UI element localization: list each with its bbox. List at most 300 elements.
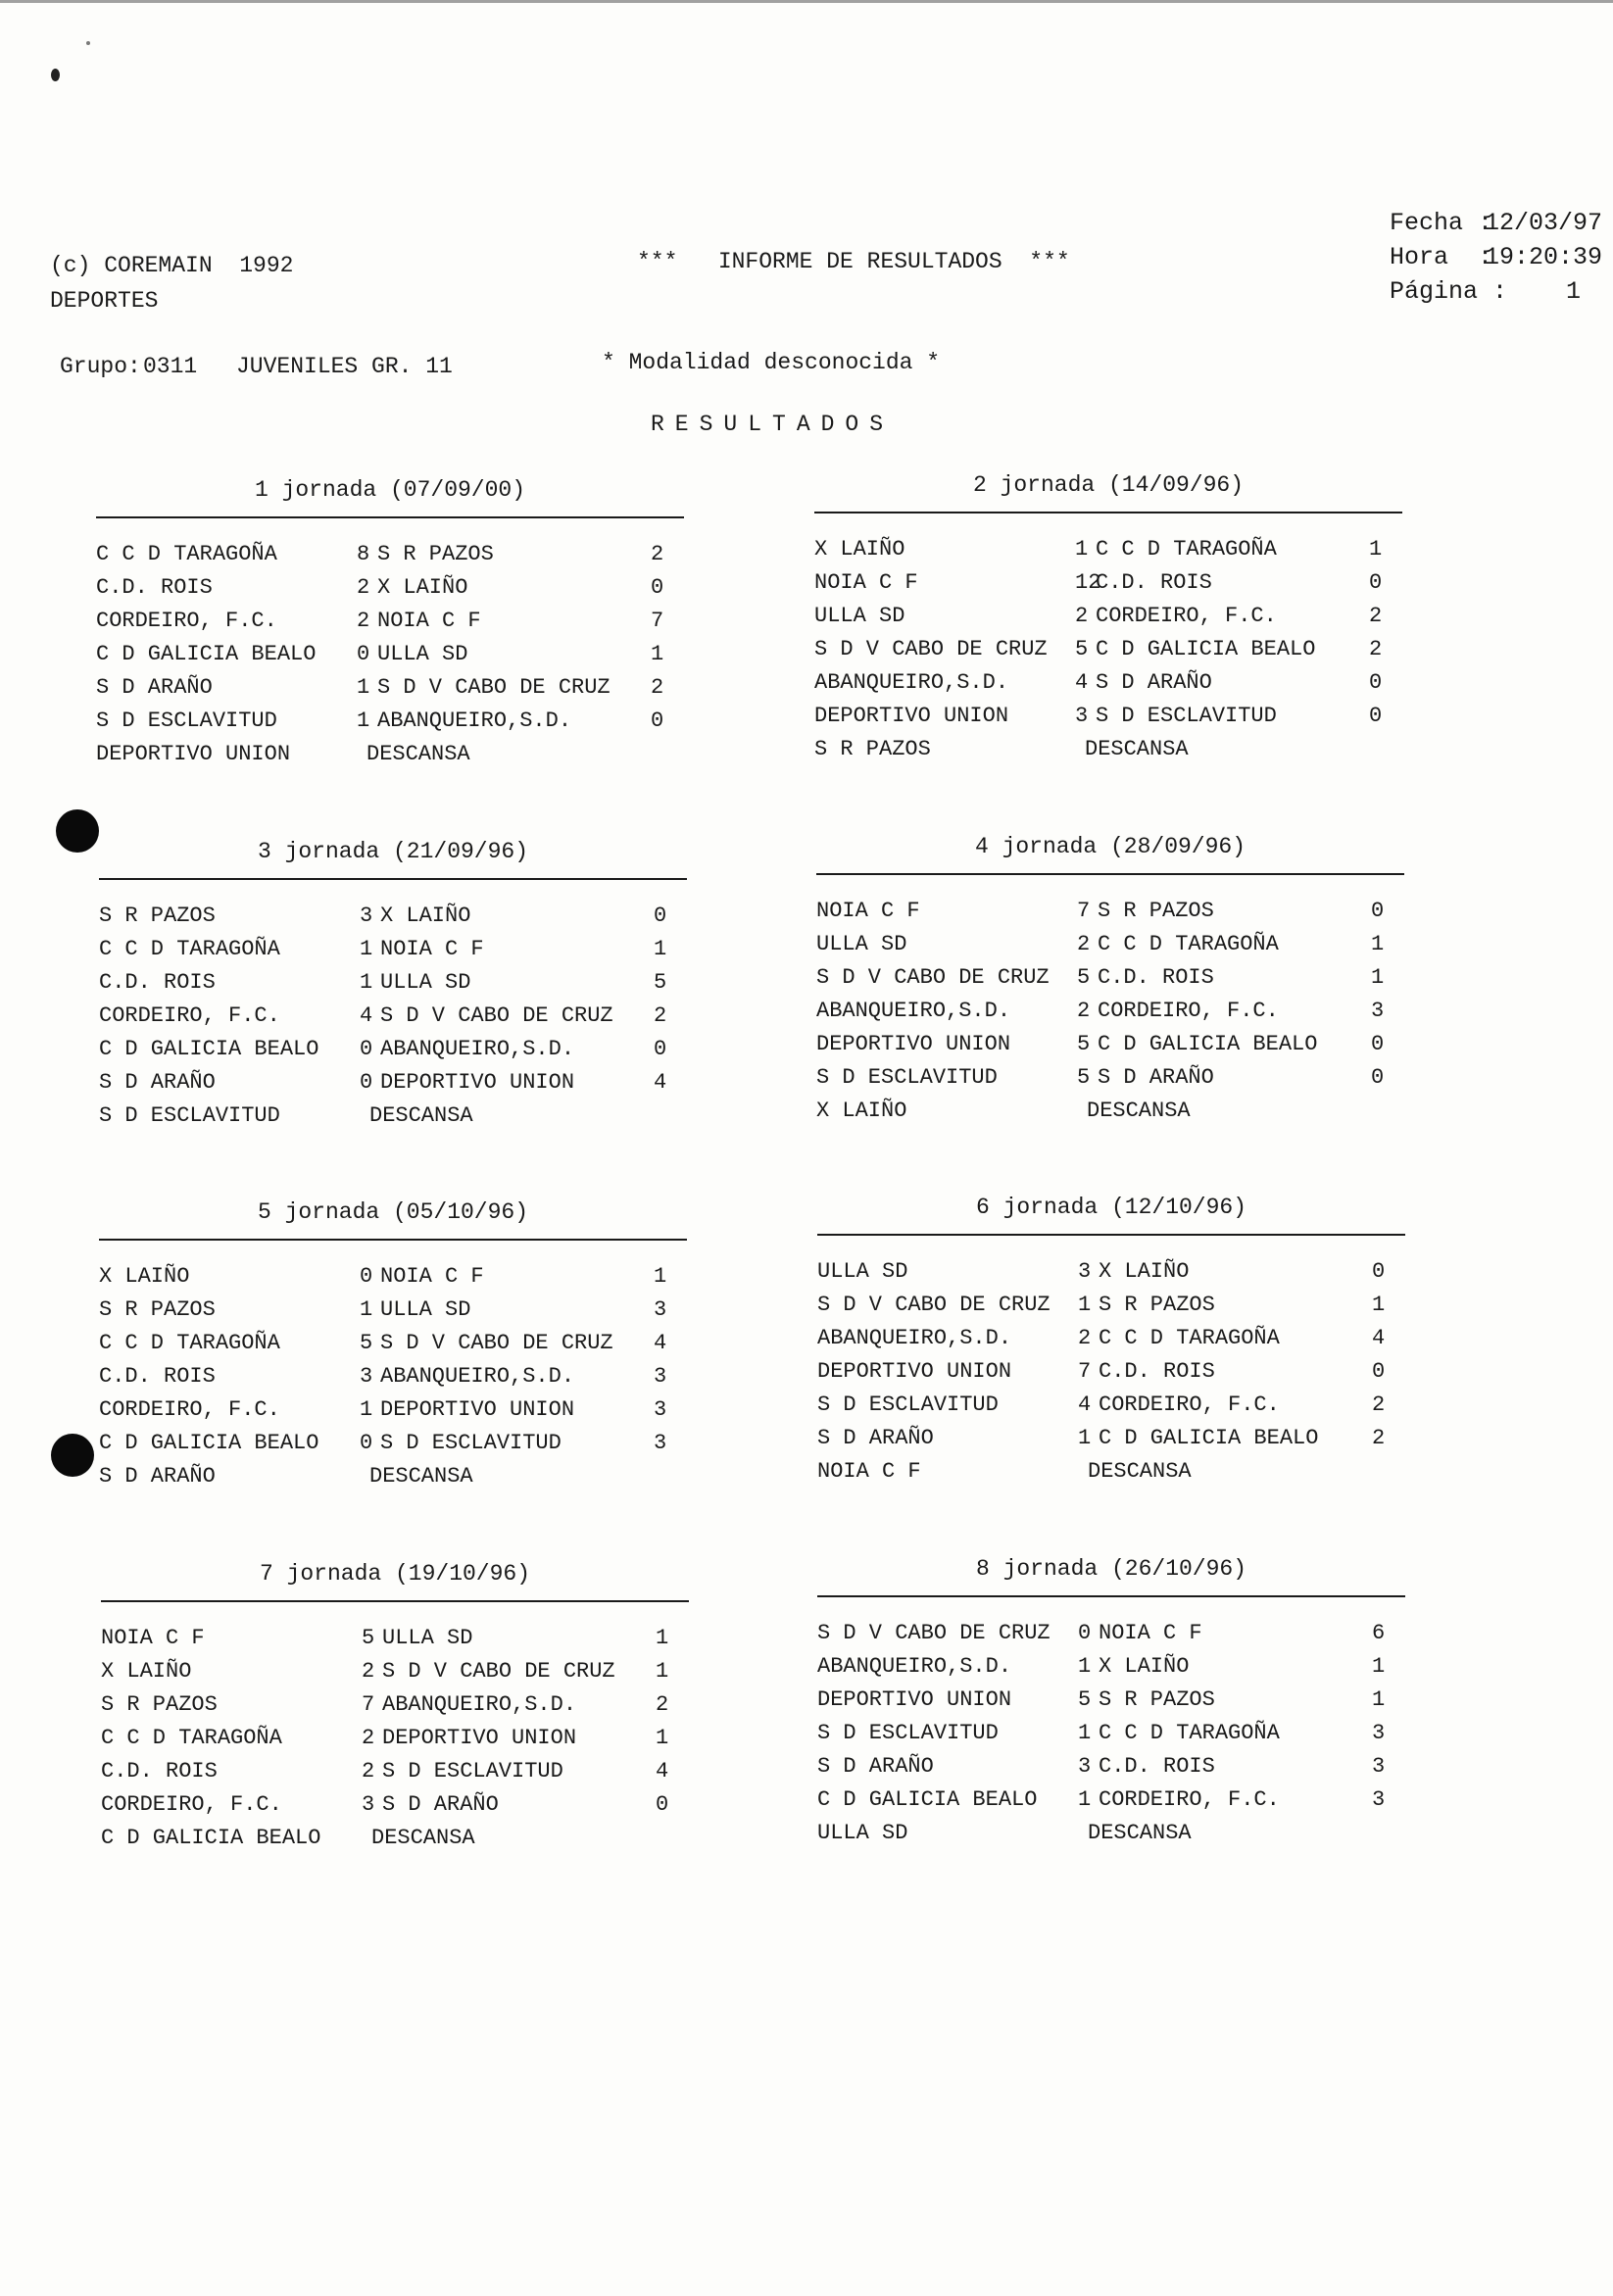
home-team: S D V CABO DE CRUZ (817, 1293, 1051, 1317)
home-team: X LAIÑO (101, 1659, 192, 1684)
rest-row (817, 1455, 1405, 1489)
group-label: Grupo: (60, 354, 141, 379)
home-team: C C D TARAGOÑA (99, 937, 280, 961)
match-row (96, 605, 684, 638)
match-row (817, 1322, 1405, 1355)
scan-speck (86, 41, 90, 45)
home-team: ABANQUEIRO,S.D. (816, 999, 1011, 1023)
rest-label: DESCANSA (369, 1464, 473, 1489)
copyright-line: (c) COREMAIN 1992 (50, 253, 294, 278)
away-goals: 0 (651, 708, 664, 733)
away-team: CORDEIRO, F.C. (1099, 1392, 1280, 1417)
away-goals: 1 (1371, 965, 1385, 990)
home-team: S D ARAÑO (96, 675, 213, 700)
away-team: C D GALICIA BEALO (1096, 637, 1316, 661)
home-team: C.D. ROIS (96, 575, 213, 600)
away-team: NOIA C F (377, 609, 481, 633)
match-list (816, 895, 1404, 1128)
away-team: S D ARAÑO (1096, 670, 1212, 695)
home-goals: 7 (362, 1692, 375, 1717)
home-team: C D GALICIA BEALO (99, 1431, 319, 1455)
match-row (814, 633, 1402, 666)
away-goals: 6 (1372, 1621, 1386, 1645)
home-goals: 1 (1078, 1721, 1092, 1745)
match-list (817, 1255, 1405, 1489)
home-team: X LAIÑO (814, 537, 905, 562)
home-goals: 3 (362, 1792, 375, 1817)
away-goals: 1 (1372, 1687, 1386, 1712)
away-team: ABANQUEIRO,S.D. (380, 1364, 575, 1389)
rest-label: DESCANSA (1087, 1099, 1191, 1123)
away-goals: 3 (654, 1397, 667, 1422)
away-goals: 4 (1372, 1326, 1386, 1350)
away-goals: 0 (654, 904, 667, 928)
away-team: DEPORTIVO UNION (382, 1726, 577, 1750)
resting-team: ULLA SD (817, 1821, 908, 1845)
away-team: S D V CABO DE CRUZ (380, 1003, 613, 1028)
home-team: ULLA SD (816, 932, 907, 956)
jornada-rule (816, 873, 1404, 875)
match-row (814, 700, 1402, 733)
jornada-title: 6 jornada (12/10/96) (975, 1195, 1247, 1220)
match-row (101, 1688, 689, 1722)
rest-row (96, 738, 684, 771)
resting-team: S D ESCLAVITUD (99, 1103, 280, 1128)
match-row (99, 900, 687, 933)
match-row (814, 600, 1402, 633)
away-goals: 3 (1372, 1754, 1386, 1779)
away-goals: 3 (654, 1431, 667, 1455)
match-list (814, 533, 1402, 766)
rest-label: DESCANSA (369, 1103, 473, 1128)
match-row (99, 933, 687, 966)
home-team: CORDEIRO, F.C. (99, 1397, 280, 1422)
home-team: ABANQUEIRO,S.D. (814, 670, 1009, 695)
match-list (99, 900, 687, 1133)
match-row (99, 1066, 687, 1099)
home-team: CORDEIRO, F.C. (101, 1792, 282, 1817)
home-goals: 5 (1078, 1687, 1092, 1712)
resting-team: S R PAZOS (814, 737, 931, 761)
home-goals: 1 (1078, 1293, 1092, 1317)
home-goals: 2 (1075, 604, 1089, 628)
away-team: NOIA C F (1099, 1621, 1202, 1645)
away-goals: 0 (1369, 570, 1383, 595)
pagina-value: 1 (1566, 277, 1582, 306)
away-team: CORDEIRO, F.C. (1098, 999, 1279, 1023)
away-team: X LAIÑO (377, 575, 468, 600)
home-goals: 8 (357, 542, 370, 566)
home-goals: 2 (1077, 932, 1091, 956)
modality: * Modalidad desconocida * (602, 350, 941, 375)
home-goals: 3 (1078, 1754, 1092, 1779)
rest-row (99, 1460, 687, 1493)
jornada-title: 2 jornada (14/09/96) (972, 472, 1245, 498)
match-row (817, 1289, 1405, 1322)
jornada-rule (99, 878, 687, 880)
away-goals: 3 (1371, 999, 1385, 1023)
rest-label: DESCANSA (1088, 1821, 1192, 1845)
away-goals: 0 (1371, 899, 1385, 923)
match-row (816, 995, 1404, 1028)
home-team: S D ARAÑO (817, 1426, 934, 1450)
home-goals: 4 (360, 1003, 373, 1028)
away-team: ULLA SD (380, 1297, 471, 1322)
fecha-value: 12/03/97 (1485, 209, 1603, 237)
away-goals: 1 (1371, 932, 1385, 956)
rest-row (814, 733, 1402, 766)
away-goals: 0 (1372, 1259, 1386, 1284)
match-row (101, 1722, 689, 1755)
match-row (816, 895, 1404, 928)
home-goals: 1 (1078, 1654, 1092, 1679)
rest-label: DESCANSA (1088, 1459, 1192, 1484)
match-row (96, 638, 684, 671)
jornada-title: 8 jornada (26/10/96) (975, 1556, 1247, 1582)
hora-label: Hora : (1390, 243, 1493, 271)
home-team: C D GALICIA BEALO (99, 1037, 319, 1061)
away-goals: 0 (1369, 704, 1383, 728)
home-team: S D ARAÑO (817, 1754, 934, 1779)
home-goals: 0 (1078, 1621, 1092, 1645)
home-goals: 5 (1077, 965, 1091, 990)
away-team: C C D TARAGOÑA (1099, 1326, 1280, 1350)
home-goals: 2 (1077, 999, 1091, 1023)
away-goals: 0 (654, 1037, 667, 1061)
match-row (96, 705, 684, 738)
home-goals: 2 (357, 575, 370, 600)
away-goals: 3 (1372, 1787, 1386, 1812)
match-row (814, 533, 1402, 566)
jornada-title: 1 jornada (07/09/00) (254, 477, 526, 503)
home-team: X LAIÑO (99, 1264, 190, 1289)
home-team: C.D. ROIS (99, 1364, 216, 1389)
jornada-rule (814, 512, 1402, 513)
home-goals: 0 (360, 1431, 373, 1455)
fecha-label: Fecha : (1390, 209, 1493, 237)
match-row (99, 1294, 687, 1327)
away-goals: 2 (656, 1692, 669, 1717)
away-goals: 0 (1371, 1065, 1385, 1090)
away-team: C D GALICIA BEALO (1099, 1426, 1319, 1450)
home-team: DEPORTIVO UNION (817, 1359, 1012, 1384)
rest-row (101, 1822, 689, 1855)
away-goals: 1 (654, 937, 667, 961)
away-goals: 4 (654, 1331, 667, 1355)
away-goals: 0 (1372, 1359, 1386, 1384)
away-team: S D ARAÑO (1098, 1065, 1214, 1090)
rest-row (99, 1099, 687, 1133)
match-row (817, 1684, 1405, 1717)
jornada-rule (96, 516, 684, 518)
match-row (817, 1355, 1405, 1389)
away-goals: 7 (651, 609, 664, 633)
home-goals: 5 (1077, 1032, 1091, 1056)
home-team: NOIA C F (101, 1626, 205, 1650)
match-row (816, 928, 1404, 961)
rest-row (816, 1095, 1404, 1128)
home-team: S D V CABO DE CRUZ (817, 1621, 1051, 1645)
group-name: JUVENILES GR. 11 (236, 354, 453, 379)
away-goals: 1 (654, 1264, 667, 1289)
away-team: ABANQUEIRO,S.D. (377, 708, 572, 733)
home-team: S D ARAÑO (99, 1070, 216, 1095)
away-goals: 2 (1372, 1426, 1386, 1450)
away-goals: 2 (1369, 637, 1383, 661)
section-title: RESULTADOS (651, 412, 895, 437)
home-goals: 3 (360, 1364, 373, 1389)
home-team: ULLA SD (814, 604, 905, 628)
home-team: C D GALICIA BEALO (96, 642, 317, 666)
away-team: NOIA C F (380, 1264, 484, 1289)
home-team: S R PAZOS (99, 904, 216, 928)
home-team: C C D TARAGOÑA (101, 1726, 282, 1750)
match-row (99, 1393, 687, 1427)
home-goals: 2 (362, 1726, 375, 1750)
away-goals: 3 (654, 1364, 667, 1389)
away-team: S D ESCLAVITUD (1096, 704, 1277, 728)
away-team: S D ESCLAVITUD (382, 1759, 563, 1783)
home-team: S D V CABO DE CRUZ (814, 637, 1048, 661)
scan-edge (0, 0, 1613, 3)
match-row (816, 1028, 1404, 1061)
pagina-label: Página : (1390, 277, 1508, 306)
home-goals: 0 (360, 1264, 373, 1289)
home-goals: 2 (1078, 1326, 1092, 1350)
match-row (99, 1000, 687, 1033)
away-goals: 0 (1369, 670, 1383, 695)
away-goals: 0 (1371, 1032, 1385, 1056)
scan-speck (51, 69, 60, 81)
away-team: C D GALICIA BEALO (1098, 1032, 1318, 1056)
away-goals: 2 (651, 675, 664, 700)
home-team: S D ESCLAVITUD (817, 1392, 999, 1417)
home-goals: 1 (360, 970, 373, 995)
jornada-rule (99, 1239, 687, 1241)
home-goals: 1 (357, 675, 370, 700)
match-row (817, 1422, 1405, 1455)
away-team: CORDEIRO, F.C. (1099, 1787, 1280, 1812)
away-team: C.D. ROIS (1098, 965, 1214, 990)
home-goals: 4 (1075, 670, 1089, 695)
home-team: S R PAZOS (101, 1692, 218, 1717)
match-row (96, 671, 684, 705)
match-row (817, 1617, 1405, 1650)
match-list (96, 538, 684, 771)
away-team: ULLA SD (380, 970, 471, 995)
home-team: S D V CABO DE CRUZ (816, 965, 1050, 990)
home-goals: 1 (360, 1297, 373, 1322)
home-team: NOIA C F (816, 899, 920, 923)
away-goals: 1 (656, 1626, 669, 1650)
match-row (101, 1788, 689, 1822)
away-team: ULLA SD (382, 1626, 473, 1650)
away-goals: 1 (656, 1726, 669, 1750)
match-row (99, 1427, 687, 1460)
home-team: C.D. ROIS (99, 970, 216, 995)
home-goals: 2 (362, 1759, 375, 1783)
jornada-title: 7 jornada (19/10/96) (259, 1561, 531, 1587)
resting-team: X LAIÑO (816, 1099, 907, 1123)
away-team: ABANQUEIRO,S.D. (380, 1037, 575, 1061)
home-goals: 0 (360, 1037, 373, 1061)
away-team: S R PAZOS (1098, 899, 1214, 923)
rest-row (817, 1817, 1405, 1850)
home-goals: 0 (360, 1070, 373, 1095)
away-goals: 0 (656, 1792, 669, 1817)
home-team: CORDEIRO, F.C. (99, 1003, 280, 1028)
away-goals: 3 (1372, 1721, 1386, 1745)
match-row (816, 1061, 1404, 1095)
home-goals: 5 (362, 1626, 375, 1650)
away-team: X LAIÑO (380, 904, 471, 928)
home-team: C C D TARAGOÑA (96, 542, 277, 566)
match-row (99, 966, 687, 1000)
match-row (817, 1255, 1405, 1289)
home-goals: 1 (360, 1397, 373, 1422)
match-row (99, 1033, 687, 1066)
jornada-rule (817, 1234, 1405, 1236)
home-team: C.D. ROIS (101, 1759, 218, 1783)
jornada-rule (817, 1595, 1405, 1597)
away-team: DEPORTIVO UNION (380, 1070, 575, 1095)
away-team: ABANQUEIRO,S.D. (382, 1692, 577, 1717)
away-goals: 2 (1372, 1392, 1386, 1417)
home-goals: 2 (357, 609, 370, 633)
home-goals: 4 (1078, 1392, 1092, 1417)
away-goals: 2 (654, 1003, 667, 1028)
home-goals: 5 (360, 1331, 373, 1355)
match-row (96, 571, 684, 605)
home-team: DEPORTIVO UNION (816, 1032, 1011, 1056)
match-list (99, 1260, 687, 1493)
match-row (817, 1389, 1405, 1422)
home-goals: 1 (1075, 537, 1089, 562)
match-row (101, 1655, 689, 1688)
jornada-rule (101, 1600, 689, 1602)
away-team: S R PAZOS (377, 542, 494, 566)
department: DEPORTES (50, 288, 159, 314)
away-team: NOIA C F (380, 937, 484, 961)
resting-team: C D GALICIA BEALO (101, 1826, 321, 1850)
home-goals: 5 (1075, 637, 1089, 661)
away-team: S D ARAÑO (382, 1792, 499, 1817)
away-goals: 0 (651, 575, 664, 600)
home-team: ABANQUEIRO,S.D. (817, 1326, 1012, 1350)
home-goals: 7 (1078, 1359, 1092, 1384)
match-row (817, 1783, 1405, 1817)
resting-team: DEPORTIVO UNION (96, 742, 291, 766)
home-goals: 2 (362, 1659, 375, 1684)
resting-team: NOIA C F (817, 1459, 921, 1484)
resting-team: S D ARAÑO (99, 1464, 216, 1489)
jornada-title: 3 jornada (21/09/96) (257, 839, 529, 864)
match-row (817, 1717, 1405, 1750)
away-goals: 1 (1372, 1654, 1386, 1679)
away-team: X LAIÑO (1099, 1259, 1190, 1284)
away-goals: 4 (654, 1070, 667, 1095)
away-team: C C D TARAGOÑA (1098, 932, 1279, 956)
jornada-title: 4 jornada (28/09/96) (974, 834, 1246, 859)
away-team: C C D TARAGOÑA (1099, 1721, 1280, 1745)
home-team: S D ESCLAVITUD (816, 1065, 998, 1090)
away-team: C.D. ROIS (1099, 1754, 1215, 1779)
away-team: S R PAZOS (1099, 1687, 1215, 1712)
home-goals: 0 (357, 642, 370, 666)
away-goals: 4 (656, 1759, 669, 1783)
home-team: DEPORTIVO UNION (814, 704, 1009, 728)
home-team: ULLA SD (817, 1259, 908, 1284)
match-row (816, 961, 1404, 995)
match-row (817, 1650, 1405, 1684)
home-goals: 12 (1075, 570, 1101, 595)
away-goals: 2 (1369, 604, 1383, 628)
away-team: C C D TARAGOÑA (1096, 537, 1277, 562)
home-team: S R PAZOS (99, 1297, 216, 1322)
home-team: DEPORTIVO UNION (817, 1687, 1012, 1712)
away-goals: 3 (654, 1297, 667, 1322)
home-goals: 5 (1077, 1065, 1091, 1090)
away-goals: 5 (654, 970, 667, 995)
home-goals: 7 (1077, 899, 1091, 923)
jornada-title: 5 jornada (05/10/96) (257, 1199, 529, 1225)
away-goals: 1 (656, 1659, 669, 1684)
home-team: S D ESCLAVITUD (817, 1721, 999, 1745)
match-list (817, 1617, 1405, 1850)
home-goals: 1 (1078, 1426, 1092, 1450)
home-goals: 3 (1075, 704, 1089, 728)
away-team: X LAIÑO (1099, 1654, 1190, 1679)
match-row (101, 1755, 689, 1788)
away-team: CORDEIRO, F.C. (1096, 604, 1277, 628)
rest-label: DESCANSA (1085, 737, 1189, 761)
group-code: 0311 (143, 354, 198, 379)
home-team: CORDEIRO, F.C. (96, 609, 277, 633)
away-team: C.D. ROIS (1099, 1359, 1215, 1384)
home-goals: 3 (1078, 1259, 1092, 1284)
hora-value: 19:20:39 (1485, 243, 1603, 271)
home-goals: 1 (357, 708, 370, 733)
home-team: S D ESCLAVITUD (96, 708, 277, 733)
away-goals: 1 (651, 642, 664, 666)
punch-hole (56, 809, 99, 853)
home-goals: 3 (360, 904, 373, 928)
away-team: S D V CABO DE CRUZ (377, 675, 611, 700)
match-row (99, 1360, 687, 1393)
away-team: C.D. ROIS (1096, 570, 1212, 595)
match-row (814, 666, 1402, 700)
away-goals: 1 (1369, 537, 1383, 562)
rest-label: DESCANSA (371, 1826, 475, 1850)
away-goals: 2 (651, 542, 664, 566)
match-row (99, 1260, 687, 1294)
rest-label: DESCANSA (367, 742, 470, 766)
match-row (99, 1327, 687, 1360)
away-team: S R PAZOS (1099, 1293, 1215, 1317)
away-team: S D V CABO DE CRUZ (382, 1659, 615, 1684)
match-row (96, 538, 684, 571)
away-team: S D ESCLAVITUD (380, 1431, 562, 1455)
punch-hole (51, 1434, 94, 1477)
home-team: NOIA C F (814, 570, 918, 595)
home-goals: 1 (360, 937, 373, 961)
home-team: C C D TARAGOÑA (99, 1331, 280, 1355)
home-team: C D GALICIA BEALO (817, 1787, 1038, 1812)
match-list (101, 1622, 689, 1855)
report-title: *** INFORME DE RESULTADOS *** (637, 249, 1070, 274)
home-team: ABANQUEIRO,S.D. (817, 1654, 1012, 1679)
match-row (101, 1622, 689, 1655)
